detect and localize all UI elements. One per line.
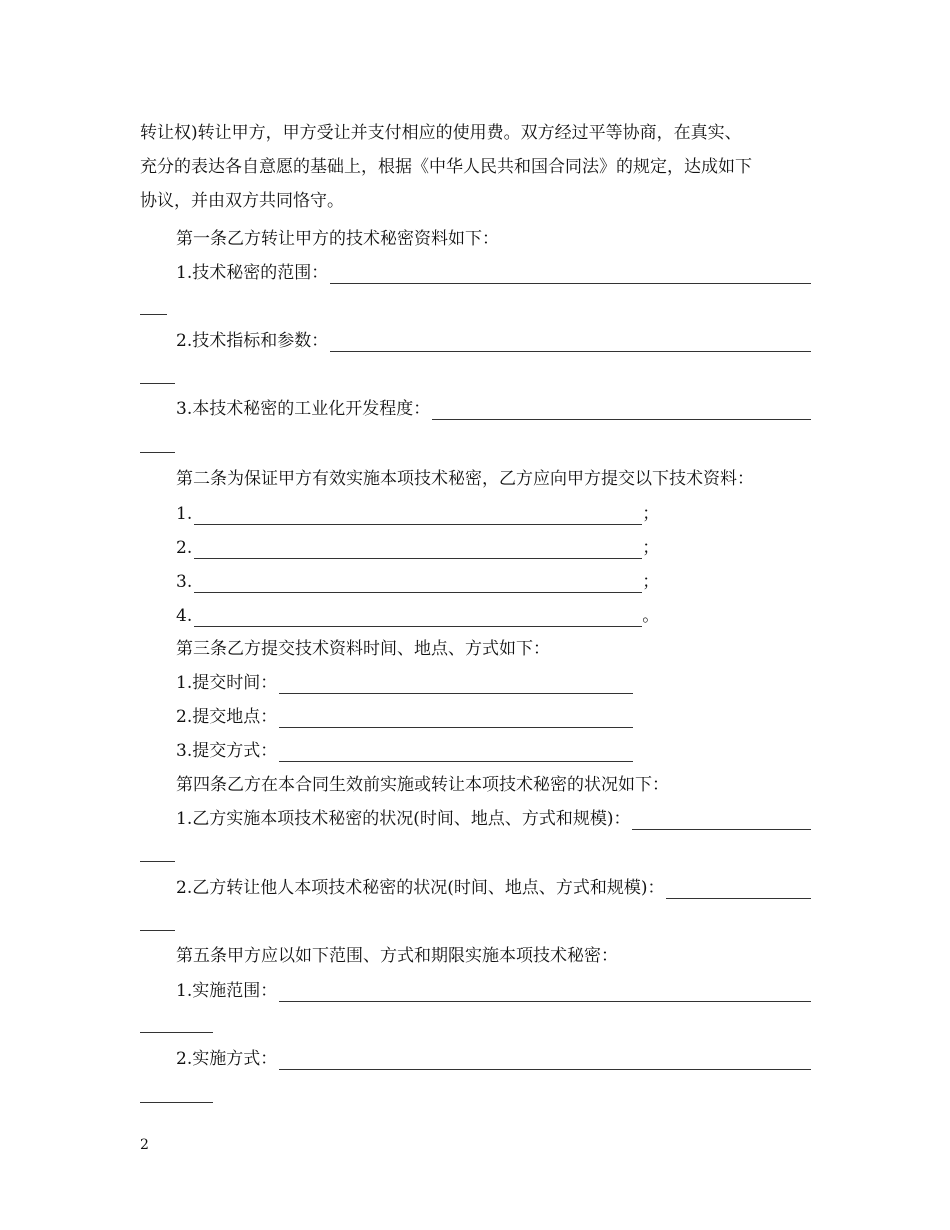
blank-line-continuation bbox=[140, 452, 175, 453]
article-1-item-3 bbox=[176, 398, 811, 420]
article-2-item-4 bbox=[176, 605, 659, 627]
item-ending: 。 bbox=[642, 606, 660, 626]
blank-line bbox=[432, 402, 811, 420]
intro-line-3: 协议，并由双方共同恪守。 bbox=[140, 191, 344, 211]
article-3-item-3 bbox=[176, 740, 633, 762]
blank-line bbox=[330, 334, 811, 352]
article-4-heading: 第四条乙方在本合同生效前实施或转让本项技术秘密的状况如下： bbox=[176, 775, 669, 795]
article-5-item-1 bbox=[176, 980, 811, 1002]
item-label: 2. bbox=[176, 538, 193, 558]
article-3-item-1 bbox=[176, 672, 633, 694]
item-label: 1.实施范围： bbox=[176, 981, 278, 1001]
item-label: 2.乙方转让他人本项技术秘密的状况(时间、地点、方式和规模)： bbox=[176, 878, 665, 898]
blank-line bbox=[194, 575, 642, 593]
article-2-item-1 bbox=[176, 503, 659, 525]
blank-line bbox=[632, 812, 811, 830]
item-label: 3. bbox=[176, 572, 193, 592]
blank-line bbox=[279, 710, 633, 728]
blank-line bbox=[279, 1052, 811, 1070]
article-5-heading: 第五条甲方应以如下范围、方式和期限实施本项技术秘密： bbox=[176, 946, 618, 966]
blank-line-continuation bbox=[140, 1032, 213, 1033]
article-3-heading: 第三条乙方提交技术资料时间、地点、方式如下： bbox=[176, 639, 550, 659]
blank-line bbox=[194, 541, 642, 559]
blank-line bbox=[666, 881, 811, 899]
article-2-heading: 第二条为保证甲方有效实施本项技术秘密，乙方应向甲方提交以下技术资料： bbox=[176, 469, 754, 489]
item-ending: ； bbox=[642, 538, 660, 558]
blank-line-continuation bbox=[140, 930, 175, 931]
item-label: 1.提交时间： bbox=[176, 673, 278, 693]
item-label: 3.提交方式： bbox=[176, 741, 278, 761]
item-label: 1.乙方实施本项技术秘密的状况(时间、地点、方式和规模)： bbox=[176, 809, 631, 829]
item-label: 2.实施方式： bbox=[176, 1049, 278, 1069]
blank-line bbox=[194, 507, 642, 525]
blank-line bbox=[279, 744, 633, 762]
article-1-item-2 bbox=[176, 330, 811, 352]
article-3-item-2 bbox=[176, 706, 633, 728]
item-ending: ； bbox=[642, 504, 660, 524]
blank-line-continuation bbox=[140, 314, 167, 315]
item-label: 1. bbox=[176, 504, 193, 524]
item-label: 3.本技术秘密的工业化开发程度： bbox=[176, 399, 431, 419]
blank-line bbox=[194, 609, 642, 627]
article-1-heading: 第一条乙方转让甲方的技术秘密资料如下： bbox=[176, 229, 499, 249]
item-label: 1.技术秘密的范围： bbox=[176, 263, 329, 283]
blank-line-continuation bbox=[140, 1102, 213, 1103]
blank-line bbox=[279, 984, 811, 1002]
blank-line bbox=[330, 266, 811, 284]
blank-line-continuation bbox=[140, 861, 175, 862]
item-label: 4. bbox=[176, 606, 193, 626]
blank-line-continuation bbox=[140, 383, 175, 384]
article-4-item-1 bbox=[176, 808, 811, 830]
article-1-item-1 bbox=[176, 262, 811, 284]
blank-line bbox=[279, 676, 633, 694]
item-ending: ； bbox=[642, 572, 660, 592]
item-label: 2.提交地点： bbox=[176, 707, 278, 727]
article-5-item-2 bbox=[176, 1048, 811, 1070]
intro-line-2: 充分的表达各自意愿的基础上，根据《中华人民共和国合同法》的规定，达成如下 bbox=[140, 157, 752, 177]
intro-line-1: 转让权)转让甲方，甲方受让并支付相应的使用费。双方经过平等协商，在真实、 bbox=[140, 123, 742, 143]
article-2-item-2 bbox=[176, 537, 659, 559]
article-4-item-2 bbox=[176, 877, 811, 899]
item-label: 2.技术指标和参数： bbox=[176, 331, 329, 351]
page-number: 2 bbox=[140, 1137, 149, 1153]
article-2-item-3 bbox=[176, 571, 659, 593]
